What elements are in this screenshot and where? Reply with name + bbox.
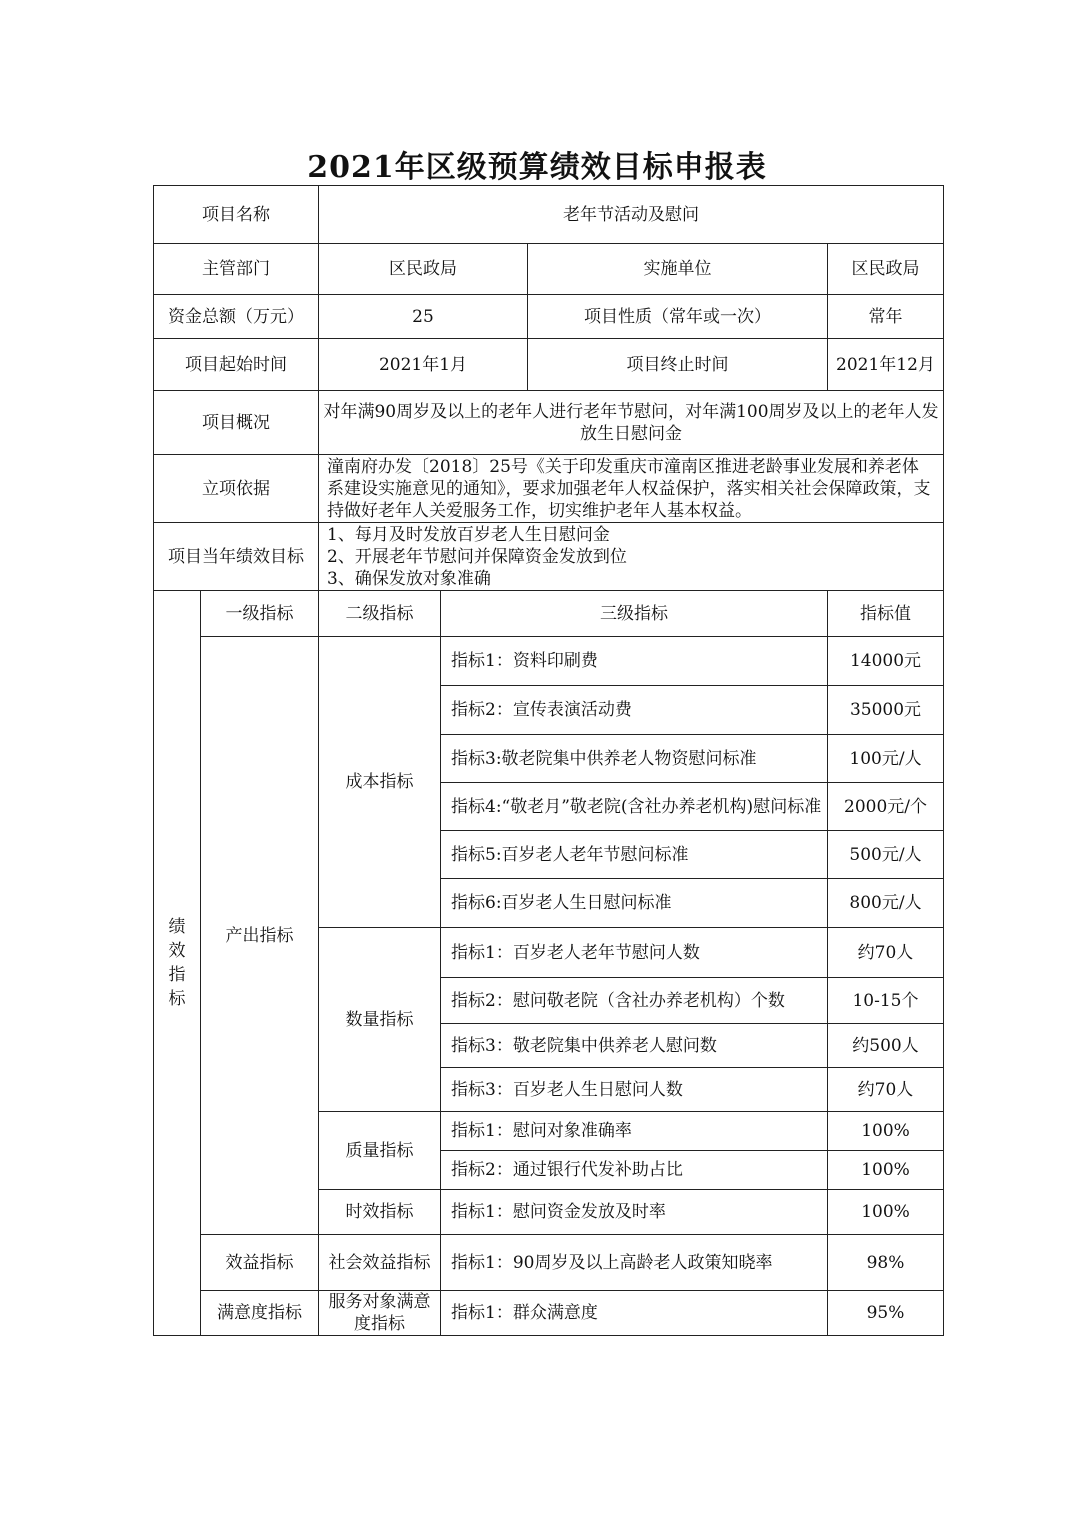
quantity-indicator-label: 数量指标 [319,928,441,1112]
indicator-name: 指标1：慰问资金发放及时率 [441,1190,828,1235]
indicator-name: 指标3：敬老院集中供养老人慰问数 [441,1024,828,1068]
end-value: 2021年12月 [828,339,944,391]
indicator-value: 35000元 [828,686,944,735]
fund-label: 资金总额（万元） [154,295,319,339]
output-indicator-label: 产出指标 [201,637,319,1235]
indicator-value: 100% [828,1151,944,1190]
indicator-value: 500元/人 [828,831,944,879]
timeliness-indicator-label: 时效指标 [319,1190,441,1235]
dept-label: 主管部门 [154,244,319,295]
indicator-value: 约70人 [828,1068,944,1112]
indicator-value: 约500人 [828,1024,944,1068]
end-label: 项目终止时间 [528,339,828,391]
indicator-value: 100% [828,1190,944,1235]
indicator-value: 800元/人 [828,879,944,928]
indicator-name: 指标1：资料印刷费 [441,637,828,686]
indicators-section-label: 绩效指标 [154,591,201,1336]
header-value: 指标值 [828,591,944,637]
indicator-value: 2000元/个 [828,783,944,831]
start-label: 项目起始时间 [154,339,319,391]
indicator-value: 10-15个 [828,978,944,1024]
header-level2: 二级指标 [319,591,441,637]
budget-form-table [153,185,944,1336]
unit-label: 实施单位 [528,244,828,295]
indicator-name: 指标1：90周岁及以上高龄老人政策知晓率 [441,1235,828,1291]
indicator-value: 95% [828,1291,944,1336]
goal-item: 3、确保发放对象准确 [327,568,491,589]
overview-value: 对年满90周岁及以上的老年人进行老年节慰问，对年满100周岁及以上的老年人发放生日慰问金 [319,391,944,455]
indicator-name: 指标2：通过银行代发补助占比 [441,1151,828,1190]
social-benefit-label: 社会效益指标 [319,1235,441,1291]
goals-label: 项目当年绩效目标 [154,523,319,591]
indicator-name: 指标4:“敬老月”敬老院(含社办养老机构)慰问标准 [441,783,828,831]
start-value: 2021年1月 [319,339,528,391]
indicator-name: 指标2：宣传表演活动费 [441,686,828,735]
indicator-name: 指标1：慰问对象准确率 [441,1112,828,1151]
indicator-name: 指标5:百岁老人老年节慰问标准 [441,831,828,879]
overview-label: 项目概况 [154,391,319,455]
indicator-value: 14000元 [828,637,944,686]
fund-value: 25 [319,295,528,339]
project-name-label: 项目名称 [154,186,319,244]
basis-value: 潼南府办发〔2018〕25号《关于印发重庆市潼南区推进老龄事业发展和养老体系建设实施意见的通知》，要求加强老年人权益保护，落实相关社会保障政策，支持做好老年人关爱服务工作，切实维护老年人基本权益。 [319,455,944,523]
service-satisfaction-label: 服务对象满意度指标 [319,1291,441,1336]
indicator-name: 指标2：慰问敬老院（含社办养老机构）个数 [441,978,828,1024]
nature-value: 常年 [828,295,944,339]
page-title: 2021年区级预算绩效目标申报表 [307,150,767,185]
project-name-value: 老年节活动及慰问 [319,186,944,244]
indicator-name: 指标1：群众满意度 [441,1291,828,1336]
satisfaction-indicator-label: 满意度指标 [201,1291,319,1336]
quality-indicator-label: 质量指标 [319,1112,441,1190]
indicator-value: 98% [828,1235,944,1291]
header-level1: 一级指标 [201,591,319,637]
indicator-value: 100% [828,1112,944,1151]
indicator-value: 约70人 [828,928,944,978]
indicator-name: 指标6:百岁老人生日慰问标准 [441,879,828,928]
goals-list [319,523,944,591]
indicator-name: 指标3:敬老院集中供养老人物资慰问标准 [441,735,828,783]
nature-label: 项目性质（常年或一次） [528,295,828,339]
basis-label: 立项依据 [154,455,319,523]
cost-indicator-label: 成本指标 [319,637,441,928]
unit-value: 区民政局 [828,244,944,295]
indicator-value: 100元/人 [828,735,944,783]
benefit-indicator-label: 效益指标 [201,1235,319,1291]
header-level3: 三级指标 [441,591,828,637]
indicator-name: 指标3：百岁老人生日慰问人数 [441,1068,828,1112]
dept-value: 区民政局 [319,244,528,295]
goal-item: 1、每月及时发放百岁老人生日慰问金 [327,524,610,545]
indicator-name: 指标1：百岁老人老年节慰问人数 [441,928,828,978]
goal-item: 2、开展老年节慰问并保障资金发放到位 [327,546,627,567]
